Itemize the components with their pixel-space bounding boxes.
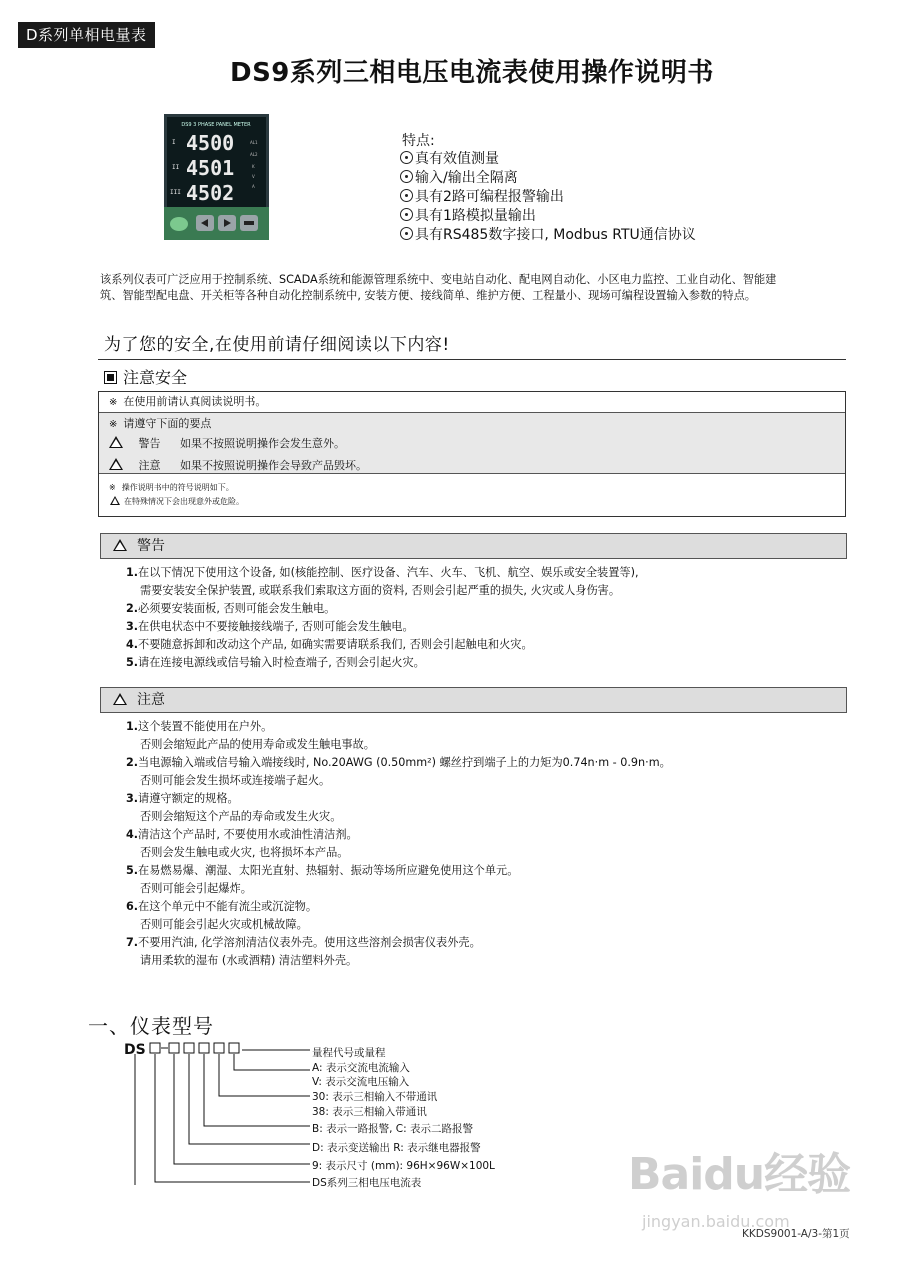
feature-item: 具有1路模拟量输出 (400, 207, 696, 226)
list-item: 1.在以下情况下使用这个设备, 如(核能控制、医疗设备、汽车、火车、飞机、航空、娱乐或安全装置等), (126, 566, 639, 579)
warning-triangle-icon (113, 539, 127, 551)
caution-list (126, 718, 671, 970)
bullet-icon (400, 227, 413, 240)
list-item-continuation: 否则可能会发生损坏或连接端子起火。 (140, 774, 331, 787)
list-item: 5.在易燃易爆、潮湿、太阳光直射、热辐射、振动等场所应避免使用这个单元。 (126, 864, 519, 877)
list-item-continuation: 否则会缩短这个产品的寿命或发生火灾。 (140, 810, 342, 823)
list-item: 4.清洁这个产品时, 不要使用水或油性清洁剂。 (126, 828, 358, 841)
bullet-icon (400, 151, 413, 164)
document-title: DS9系列三相电压电流表使用操作说明书 (230, 58, 714, 88)
model-label: V: 表示交流电压输入 (312, 1076, 410, 1088)
row-roman: II (172, 164, 180, 171)
model-label: B: 表示一路报警, C: 表示二路报警 (312, 1123, 473, 1135)
display-row-1: 4500 (186, 131, 235, 155)
list-item: 5.请在连接电源线或信号输入时检查端子, 否则会引起火灾。 (126, 656, 425, 669)
model-section-heading: 一、仪表型号 (88, 1014, 214, 1038)
list-item: 1.这个装置不能使用在户外。 (126, 720, 273, 733)
watermark-logo: Baidu经验 (628, 1149, 851, 1200)
bullet-icon (400, 189, 413, 202)
notice-row: ※ 在使用前请认真阅读说明书。 (99, 392, 845, 413)
model-label: A: 表示交流电流输入 (312, 1062, 410, 1074)
safety-notice-box: ※ 在使用前请认真阅读说明书。 ※ 请遵守下面的要点 警告 如果不按照说明操作会发生意外。 注意 如果不按照说明操作会导致产品毁坏。 ※ 操作说明书中的符号说明如下。 在特殊情况下会出现意外或危险。 (98, 391, 846, 517)
safety-heading: 为了您的安全,在使用前请仔细阅读以下内容! (104, 335, 450, 355)
bullet-icon (400, 170, 413, 183)
list-item: 4.不要随意拆卸和改动这个产品, 如确实需要请联系我们, 否则会引起触电和火灾。 (126, 638, 533, 651)
indicator-label: AL1 (250, 140, 258, 145)
list-item-continuation: 否则可能会引起爆炸。 (140, 882, 252, 895)
feature-item: 具有2路可编程报警输出 (400, 188, 696, 207)
list-item-continuation: 否则可能会引起火灾或机械故障。 (140, 918, 308, 931)
model-label: DS系列三相电压电流表 (312, 1177, 422, 1189)
page-number: KKDS9001-A/3-第1页 (742, 1228, 850, 1240)
indicator-label: AL2 (250, 152, 258, 157)
list-item: 2.必须要安装面板, 否则可能会发生触电。 (126, 602, 336, 615)
features-list (400, 150, 696, 245)
warning-triangle-icon (109, 436, 123, 448)
list-item-continuation: 否则会发生触电或火灾, 也将损坏本产品。 (140, 846, 349, 859)
indicator-label: K (252, 164, 255, 169)
series-tag: D系列单相电量表 (18, 22, 155, 48)
list-item-continuation: 否则会缩短此产品的使用寿命或发生触电事故。 (140, 738, 375, 751)
caution-section-bar: 注意 (100, 687, 847, 713)
warning-triangle-icon (109, 458, 123, 470)
warning-list (126, 564, 639, 672)
notice-row: ※ 请遵守下面的要点 警告 如果不按照说明操作会发生意外。 注意 如果不按照说明操作会导致产品毁坏。 (99, 413, 845, 474)
indicator-label: A (252, 184, 255, 189)
list-item: 3.在供电状态中不要接触接线端子, 否则可能会发生触电。 (126, 620, 414, 633)
model-label: 9: 表示尺寸 (mm): 96H×96W×100L (312, 1160, 495, 1172)
row-roman: I (172, 139, 176, 146)
feature-item: 具有RS485数字接口, Modbus RTU通信协议 (400, 226, 696, 245)
meter-device-image (164, 114, 269, 240)
display-row-2: 4501 (186, 156, 235, 180)
panel-label: DS9 3 PHASE PANEL METER (181, 122, 251, 128)
model-code-diagram (120, 1040, 320, 1190)
display-row-3: 4502 (186, 181, 235, 205)
list-item: 2.当电源输入端或信号输入端接线时, No.20AWG (0.50mm²) 螺丝拧到端子上的力矩为0.74n·m - 0.9n·m。 (126, 756, 671, 769)
square-bullet-icon (104, 371, 117, 384)
list-item: 3.请遵守额定的规格。 (126, 792, 239, 805)
model-prefix: DS (124, 1042, 146, 1058)
feature-item: 真有效值测量 (400, 150, 696, 169)
intro-paragraph: 该系列仪表可广泛应用于控制系统、SCADA系统和能源管理系统中、变电站自动化、配电网自动化、小区电力监控、工业自动化、智能建筑、智能型配电盘、开关柜等各种自动化控制系统中, 安装方便、接线简单、维护方便、工程量小、现场可编程设置输入参数的特点。 (100, 273, 777, 302)
list-item: 7.不要用汽油, 化学溶剂清洁仪表外壳。使用这些溶剂会损害仪表外壳。 (126, 936, 481, 949)
model-label: D: 表示变送输出 R: 表示继电器报警 (312, 1142, 481, 1154)
feature-item: 输入/输出全隔离 (400, 169, 696, 188)
features-label: 特点: (402, 133, 435, 149)
indicator-label: V (252, 174, 255, 179)
model-label: 38: 表示三相输入带通讯 (312, 1106, 427, 1118)
row-roman: III (170, 189, 181, 196)
list-item-continuation: 请用柔软的湿布 (水或酒精) 清洁塑料外壳。 (140, 954, 358, 967)
warning-triangle-icon (113, 693, 127, 705)
model-label: 量程代号或量程 (312, 1047, 386, 1059)
warning-section-bar: 警告 (100, 533, 847, 559)
model-label: 30: 表示三相输入不带通讯 (312, 1091, 438, 1103)
list-item: 6.在这个单元中不能有流尘或沉淀物。 (126, 900, 318, 913)
bullet-icon (400, 208, 413, 221)
watermark-url: jingyan.baidu.com (642, 1212, 790, 1231)
warning-triangle-icon (110, 496, 120, 505)
list-item-continuation: 需要安装安全保护装置, 或联系我们索取这方面的资料, 否则会引起严重的损失, 火灾或人身伤害。 (140, 584, 621, 597)
divider (98, 359, 846, 360)
safety-section-title: 注意安全 (104, 365, 187, 388)
